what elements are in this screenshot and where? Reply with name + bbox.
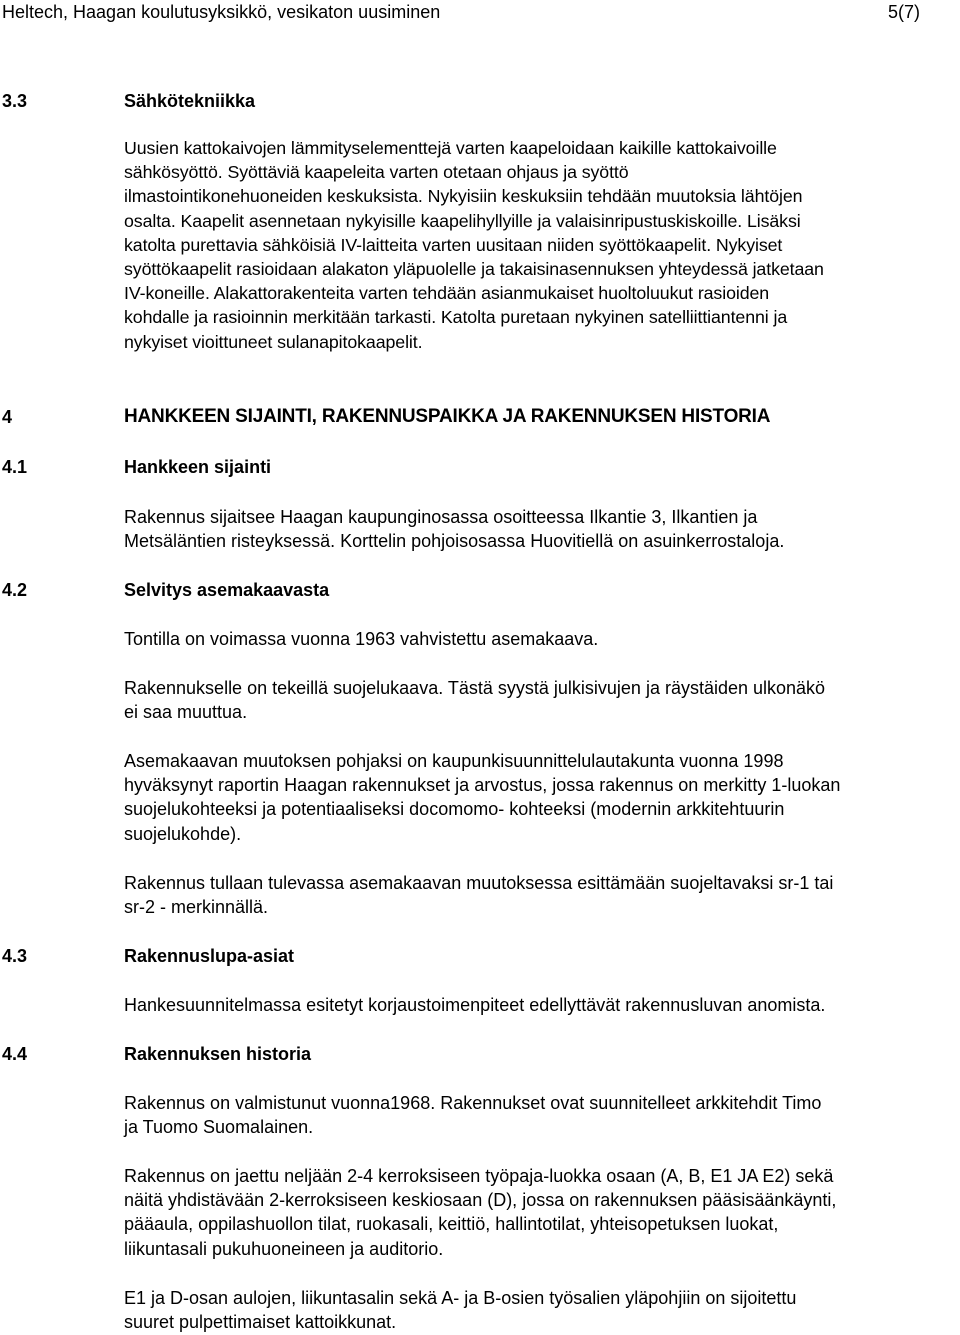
text-line: liikuntasali pukuhuoneineen ja auditorio. (124, 1238, 444, 1259)
section-number-4-3: 4.3 (2, 946, 28, 966)
paragraph-4-4-a (124, 1091, 954, 1139)
text-line: ei saa muuttua. (124, 702, 248, 723)
document-header-title: Heltech, Haagan koulutusyksikkö, vesikaton uusiminen (2, 2, 441, 22)
text-line: kohdalle ja rasioinnin merkitään tarkasti. Katolta puretaan nykyinen satelliittiantenni ja (124, 307, 788, 328)
section-number-4-1: 4.1 (2, 457, 28, 477)
paragraph-4-2-d (124, 871, 954, 919)
text-line: pääaula, oppilashuollon tilat, ruokasali, keittiö, hallintotilat, yhteisopetuksen luokat, (124, 1214, 779, 1235)
section-heading-4-4: Rakennuksen historia (124, 1044, 312, 1064)
section-number-4: 4 (2, 407, 13, 427)
text-line: IV-koneille. Alakattorakenteita varten tehdään asianmukaiset huoltoluukut rasioiden (124, 283, 770, 304)
page-number: 5(7) (888, 2, 921, 22)
paragraph-4-2-c (124, 749, 954, 846)
text-line: ilmastointikonehuoneiden keskuksista. Nykyisiin keskuksiin tehdään muutoksia lähtöjen (124, 186, 803, 207)
text-line: Tontilla on voimassa vuonna 1963 vahvistettu asemakaava. (124, 629, 599, 649)
text-line: Rakennus tullaan tulevassa asemakaavan muutoksessa esittämään suojeltavaksi sr-1 tai (124, 873, 834, 893)
text-line: katolta purettavia sähköisiä IV-laitteita varten uusitaan niiden syöttökaapelit. Nykyiset (124, 234, 783, 255)
text-line: Rakennukselle on tekeillä suojelukaava. Tästä syystä julkisivujen ja räystäiden ulkonäkö (124, 678, 826, 698)
text-line: suojelukohteeksi ja potentiaaliseksi docomomo- kohteeksi (modernin arkkitehtuurin (124, 799, 785, 820)
text-line: Uusien kattokaivojen lämmityselementtejä varten kaapeloidaan kaikille kattokaivoille (124, 138, 777, 158)
paragraph-4-4-b (124, 1164, 954, 1261)
text-line: näitä yhdistävään 2-kerroksiseen keskiosaan (D), jossa on rakennuksen pääsisäänkäynti, (124, 1190, 837, 1211)
section-number-3-3: 3.3 (2, 91, 28, 111)
text-line: suojelukohde). (124, 823, 242, 844)
paragraph-4-2-a (124, 627, 954, 651)
text-line: suuret pulpettimaiset kattoikkunat. (124, 1312, 397, 1333)
text-line: ja Tuomo Suomalainen. (124, 1117, 314, 1138)
text-line: sr-2 - merkinnällä. (124, 897, 269, 918)
paragraph-4-4-c (124, 1286, 954, 1334)
text-line: syöttökaapelit rasioidaan alakaton yläpuolelle ja takaisinasennuksen yhteydessä jatketaan (124, 259, 824, 280)
section-heading-4-2: Selvitys asemakaavasta (124, 580, 330, 600)
section-heading-4: HANKKEEN SIJAINTI, RAKENNUSPAIKKA JA RAKENNUKSEN HISTORIA (124, 406, 771, 427)
section-number-4-2: 4.2 (2, 580, 28, 600)
section-number-4-4: 4.4 (2, 1044, 28, 1064)
text-line: sähkösyöttö. Syöttäviä kaapeleita varten otetaan ohjaus ja syöttö (124, 162, 629, 183)
text-line: osalta. Kaapelit asennetaan nykyisille kaapelihyllyille ja valaisinripustuskiskoille. Lisäksi (124, 210, 801, 231)
text-line: Rakennus on valmistunut vuonna1968. Rakennukset ovat suunnitelleet arkkitehdit Timo (124, 1093, 822, 1113)
text-line: Metsäläntien risteyksessä. Korttelin pohjoisosassa Huovitiellä on asuinkerrostaloja. (124, 531, 785, 552)
section-heading-3-3: Sähkötekniikka (124, 91, 256, 111)
text-line: Rakennus on jaettu neljään 2-4 kerroksiseen työpaja-luokka osaan (A, B, E1 JA E2) sekä (124, 1166, 834, 1186)
paragraph-3-3 (124, 136, 954, 354)
paragraph-4-1 (124, 505, 954, 553)
section-heading-4-1: Hankkeen sijainti (124, 457, 272, 477)
text-line: Asemakaavan muutoksen pohjaksi on kaupunkisuunnittelulautakunta vuonna 1998 (124, 751, 784, 771)
text-line: E1 ja D-osan aulojen, liikuntasalin sekä A- ja B-osien työsalien yläpohjiin on sijoitettu (124, 1288, 797, 1308)
text-line: Rakennus sijaitsee Haagan kaupunginosassa osoitteessa Ilkantie 3, Ilkantien ja (124, 507, 758, 527)
text-line: Hankesuunnitelmassa esitetyt korjaustoimenpiteet edellyttävät rakennusluvan anomista. (124, 995, 826, 1015)
text-line: nykyiset vioittuneet sulanapitokaapelit. (124, 331, 423, 352)
paragraph-4-2-b (124, 676, 954, 724)
text-line: hyväksynyt raportin Haagan rakennukset ja arvostus, jossa rakennus on merkitty 1-luokan (124, 775, 841, 796)
section-heading-4-3: Rakennuslupa-asiat (124, 946, 295, 966)
paragraph-4-3 (124, 993, 954, 1017)
